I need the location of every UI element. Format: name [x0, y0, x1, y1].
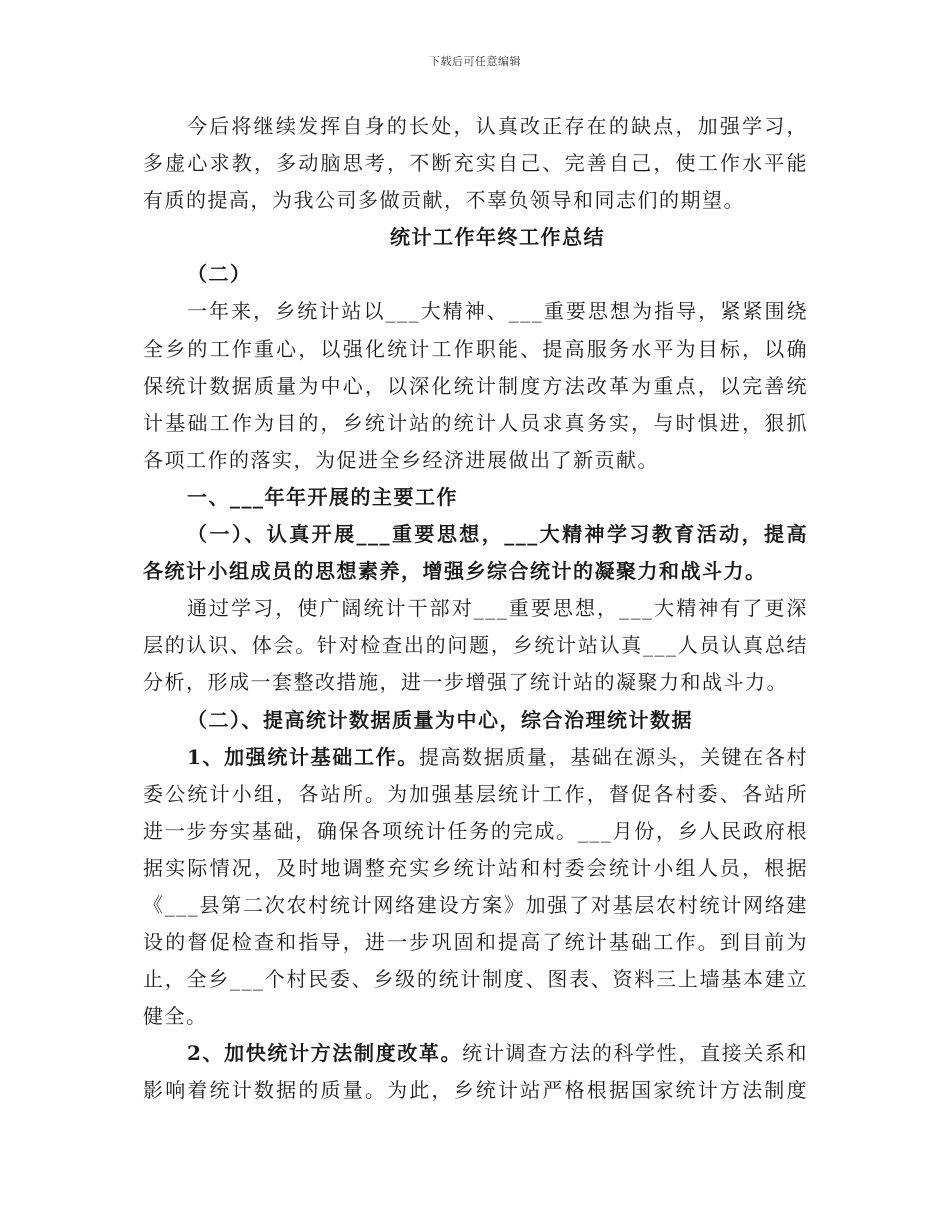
subsection-heading: （二）、提高统计数据质量为中心，综合治理统计数据: [187, 707, 693, 732]
item-paragraph-line: 《___县第二次农村统计网络建设方案》加强了对基层农村统计网络建: [143, 892, 808, 917]
item-paragraph-line: 健全。: [143, 1004, 208, 1029]
document-body: [143, 108, 808, 1110]
closing-paragraph-line: 今后将继续发挥自身的长处，认真改正存在的缺点，加强学习，: [187, 114, 808, 138]
item-lead: 1、加强统计基础工作。: [187, 744, 419, 769]
item-paragraph-line: [143, 1035, 808, 1072]
subsection-heading-line: 各统计小组成员的思想素养，增强乡综合统计的凝聚力和战斗力。: [143, 559, 767, 584]
intro-paragraph-line: 计基础工作为目的，乡统计站的统计人员求真务实，与时惧进，狠抓: [143, 410, 808, 435]
subsection-heading-line: （一）、认真开展___重要思想，___大精神学习教育活动，提高: [187, 522, 808, 547]
item-lead: 2、加快统计方法制度改革。: [187, 1041, 463, 1066]
subsection-body-line: 通过学习，使广阔统计干部对___重要思想，___大精神有了更深: [187, 596, 808, 621]
intro-paragraph-line: 一年来，乡统计站以___大精神、___重要思想为指导，紧紧围绕: [187, 299, 808, 324]
item-paragraph-line: 影响着统计数据的质量。为此，乡统计站严格根据国家统计方法制度: [143, 1078, 808, 1103]
subsection-body-line: 层的认识、体会。针对检查出的问题，乡统计站认真___人员认真总结: [143, 633, 808, 658]
item-text: 统计调查方法的科学性，直接关系和: [462, 1041, 808, 1066]
intro-paragraph-line: 全乡的工作重心，以强化统计工作职能、提高服务水平为目标，以确: [143, 336, 808, 361]
intro-paragraph-line: 各项工作的落实，为促进全乡经济进展做出了新贡献。: [143, 447, 659, 472]
item-paragraph-line: [143, 739, 808, 776]
section-heading: 一、___年年开展的主要工作: [187, 484, 458, 509]
item-paragraph-line: 委公统计小组，各站所。为加强基层统计工作，督促各村委、各站所: [143, 781, 808, 806]
page-header-note: 下载后可任意编辑: [429, 55, 521, 68]
closing-paragraph-line: 有质的提高，为我公司多做贡献，不辜负领导和同志们的期望。: [143, 188, 745, 213]
subsection-body-line: 分析，形成一套整改措施，进一步增强了统计站的凝聚力和战斗力。: [143, 670, 788, 695]
item-paragraph-line: 进一步夯实基础，确保各项统计任务的完成。___月份，乡人民政府根: [143, 818, 808, 843]
item-paragraph-line: 止，全乡___个村民委、乡级的统计制度、图表、资料三上墙基本建立: [143, 967, 808, 992]
closing-paragraph-line: 多虚心求教，多动脑思考，不断充实自己、完善自己，使工作水平能: [143, 151, 808, 176]
intro-paragraph-line: 保统计数据质量为中心，以深化统计制度方法改革为重点，以完善统: [143, 373, 808, 398]
item-text: 提高数据质量，基础在源头，关键在各村: [418, 744, 809, 769]
item-paragraph-line: 据实际情况，及时地调整充实乡统计站和村委会统计小组人员，根据: [143, 855, 808, 880]
item-paragraph-line: 设的督促检查和指导，进一步巩固和提高了统计基础工作。到目前为: [143, 930, 808, 955]
document-title: 统计工作年终工作总结: [390, 225, 605, 250]
part-label: （二）: [187, 262, 252, 287]
